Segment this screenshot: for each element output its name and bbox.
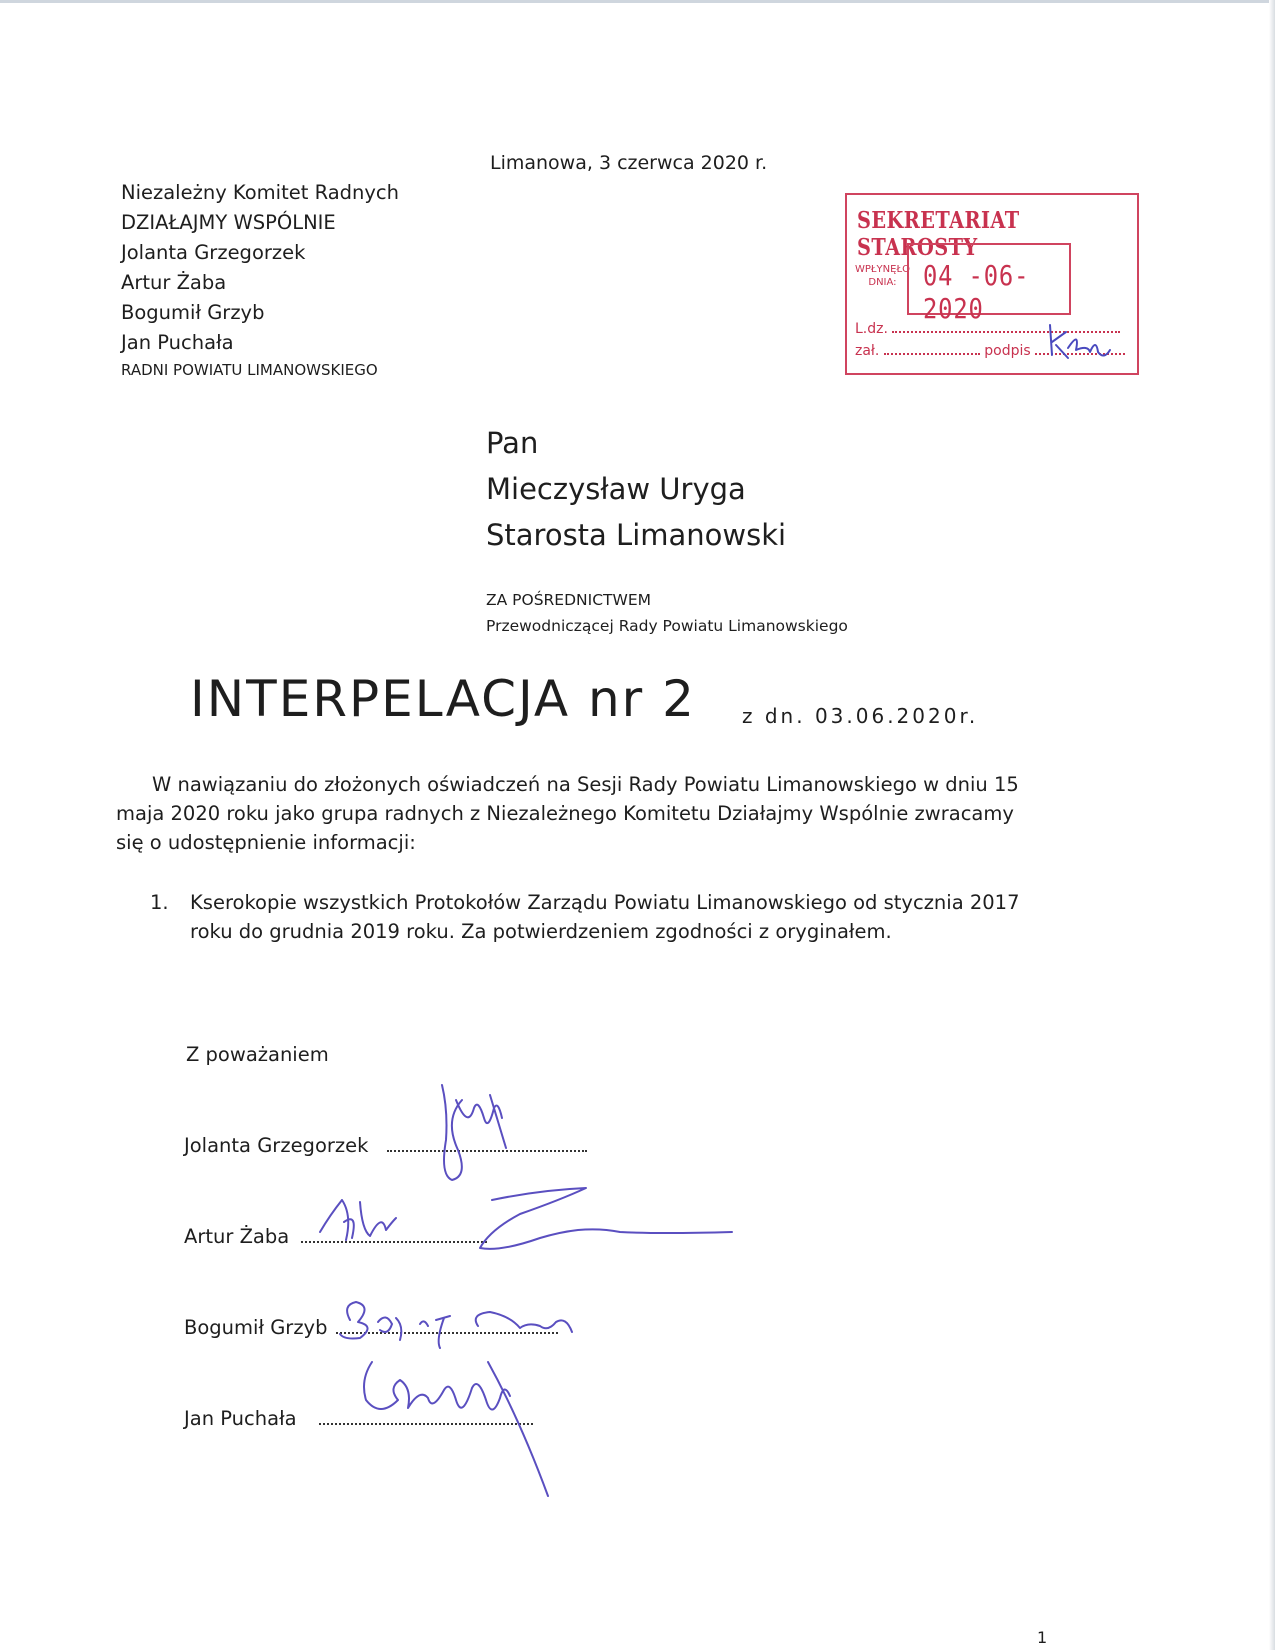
stamp-title: SEKRETARIAT STAROSTY (857, 207, 1020, 261)
signatory-row (184, 1407, 533, 1430)
sender-line: Artur Żaba (121, 271, 227, 294)
via-block (486, 587, 848, 639)
page-number: 1 (1037, 1628, 1048, 1647)
stamp-podpis-dots (1035, 351, 1125, 355)
stamp-received-label-2: DNIA: (868, 277, 897, 288)
stamp-zal-label: zał. (855, 343, 880, 359)
sender-line: Niezależny Komitet Radnych (121, 181, 400, 204)
list-item (150, 888, 1060, 946)
addressee-position: Starosta Limanowski (486, 518, 787, 552)
sender-line: Jan Puchała (121, 331, 234, 354)
addressee-name: Mieczysław Uryga (486, 472, 746, 506)
signatory-name: Jolanta Grzegorzek (184, 1134, 369, 1157)
list-item-number: 1. (150, 891, 169, 914)
addressee-block (486, 420, 786, 558)
addressee-salutation: Pan (486, 426, 539, 460)
stamp-received-label (855, 263, 910, 289)
sender-block (121, 178, 399, 382)
document-title: INTERPELACJA nr 2 (190, 670, 696, 728)
stamp-podpis-label: podpis (984, 343, 1031, 359)
signature-line (387, 1148, 587, 1152)
sender-line: Bogumił Grzyb (121, 301, 265, 324)
via-recipient: Przewodniczącej Rady Powiatu Limanowskiego (486, 617, 848, 635)
via-label: ZA POŚREDNICTWEM (486, 591, 651, 609)
document-title-date: z dn. 03.06.2020r. (742, 704, 979, 728)
signatory-row (184, 1316, 558, 1339)
stamp-ldz-dots (892, 329, 1120, 333)
place-date: Limanowa, 3 czerwca 2020 r. (490, 152, 768, 174)
registry-stamp (845, 193, 1139, 375)
scan-top-edge (0, 0, 1275, 3)
body-text: W nawiązaniu do złożonych oświadczeń na Sesji Rady Powiatu Limanowskiego w dniu 15 maja 2020 roku jako grupa radnych z Niezależnego Komitetu Działajmy Wspólnie zwracamy się o udostępnienie informacji: (116, 773, 1019, 854)
signatory-name: Jan Puchała (184, 1407, 297, 1430)
signature-grzegorzek (442, 1085, 506, 1180)
body-paragraph (116, 770, 1046, 857)
list-item-text: Kserokopie wszystkich Protokołów Zarządu Powiatu Limanowskiego od stycznia 2017 roku do grudnia 2019 roku. Za potwierdzeniem zgodności z oryginałem. (190, 891, 1020, 943)
signature-line (336, 1330, 558, 1334)
stamp-ldz-row (855, 321, 1120, 337)
signature-line (301, 1239, 487, 1243)
scan-right-edge (1269, 0, 1275, 1650)
stamp-zal-dots (884, 351, 980, 355)
sender-subtitle: RADNI POWIATU LIMANOWSKIEGO (121, 361, 378, 379)
signatory-row (184, 1225, 487, 1248)
closing: Z poważaniem (186, 1043, 329, 1066)
sender-line: Jolanta Grzegorzek (121, 241, 306, 264)
stamp-zal-row (855, 343, 1125, 359)
signatory-row (184, 1134, 587, 1157)
signature-line (319, 1421, 533, 1425)
stamp-received-label-1: WPŁYNĘŁO (855, 264, 910, 275)
stamp-ldz-label: L.dz. (855, 321, 888, 337)
stamp-received-date: 04 -06- 2020 (923, 259, 1030, 325)
stamp-date-box (907, 243, 1071, 325)
signatory-name: Artur Żaba (184, 1225, 290, 1248)
sender-line: DZIAŁAJMY WSPÓLNIE (121, 211, 336, 234)
signatory-name: Bogumił Grzyb (184, 1316, 328, 1339)
